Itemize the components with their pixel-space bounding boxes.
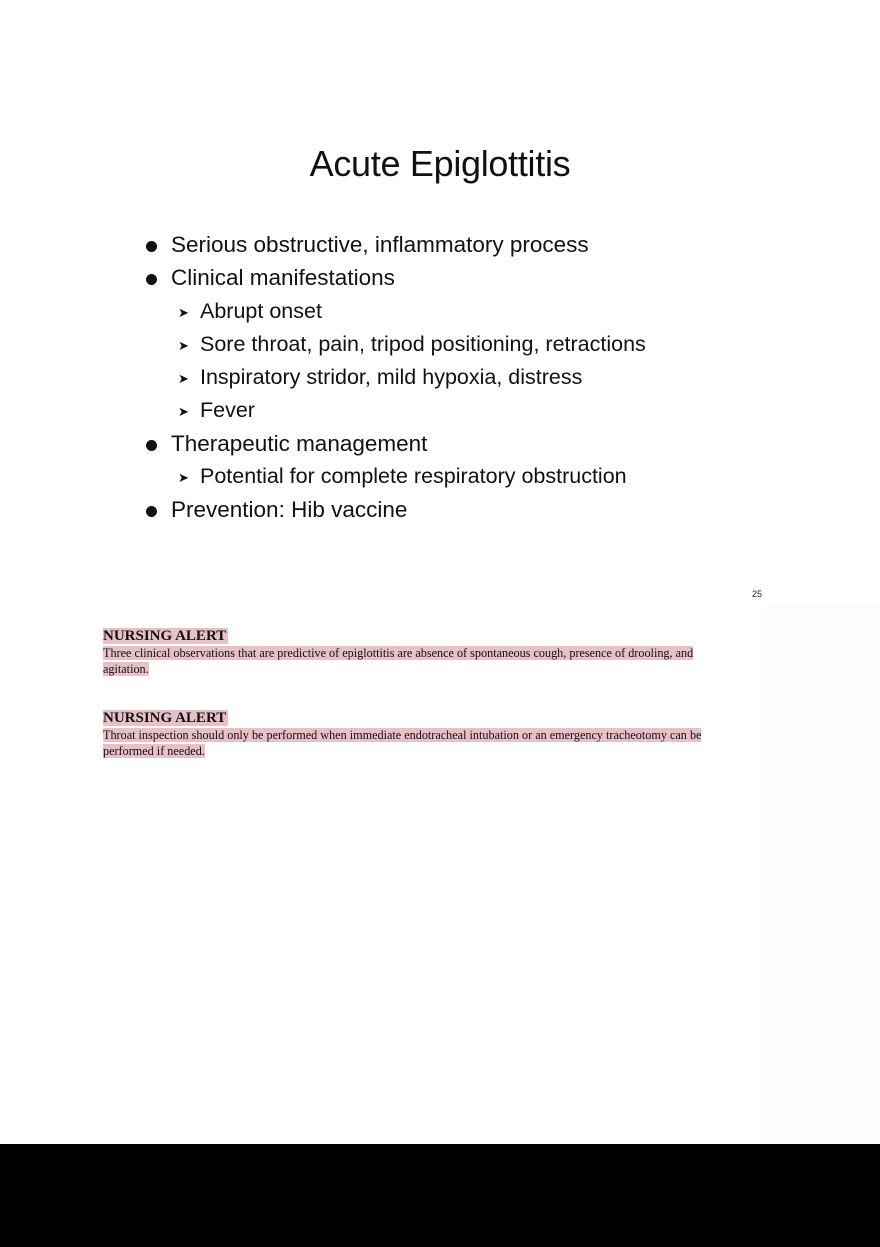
sub-bullet-item [145,394,646,427]
alert-body-line: Three clinical observations that are predictive of epiglottitis are absence of spontaneous cough, presence of drooling, and [103,646,694,660]
sub-bullet-text: Potential for complete respiratory obstruction [200,464,627,489]
bullet-item [145,261,646,294]
arrowhead-icon: ➤ [178,370,189,386]
arrowhead-icon: ➤ [178,304,189,320]
bullet-item [145,228,646,261]
nursing-alert [103,627,753,677]
slide-page-number: 25 [752,589,763,599]
bullet-text: Serious obstructive, inflammatory process [171,232,589,257]
sub-bullet-text: Sore throat, pain, tripod positioning, retractions [200,331,646,356]
sub-bullet-text: Abrupt onset [200,298,322,323]
arrowhead-icon: ➤ [178,470,189,486]
alert-body-line: agitation. [103,662,149,676]
page-shade [767,605,880,1144]
bullet-dot-icon [146,274,157,285]
nursing-alert [103,709,753,759]
bullet-text: Clinical manifestations [171,265,395,291]
alert-body-line: performed if needed. [103,744,205,758]
bullet-text: Therapeutic management [171,430,428,456]
alert-title: NURSING ALERT [103,628,227,644]
sub-bullet-item [145,328,646,361]
arrowhead-icon: ➤ [178,403,189,419]
sub-bullet-item [145,460,646,493]
sub-bullet-text: Fever [200,397,255,422]
alert-body-line: Throat inspection should only be performed when immediate endotracheal intubation or an emergency tracheotomy can be [103,728,702,742]
bullet-dot-icon [146,506,157,517]
bullet-dot-icon [146,241,157,252]
sub-bullet-item [145,361,646,394]
bullet-text: Prevention: Hib vaccine [171,497,408,523]
bullet-item [145,427,646,460]
bullet-item [145,493,646,526]
arrowhead-icon: ➤ [178,337,189,353]
bullet-dot-icon [146,440,157,451]
sub-bullet-text: Inspiratory stridor, mild hypoxia, distress [200,364,583,389]
slide-bullet-list [145,228,646,527]
slide-title: Acute Epiglottitis [309,143,571,184]
sub-bullet-item [145,295,646,328]
alert-title: NURSING ALERT [103,710,227,726]
